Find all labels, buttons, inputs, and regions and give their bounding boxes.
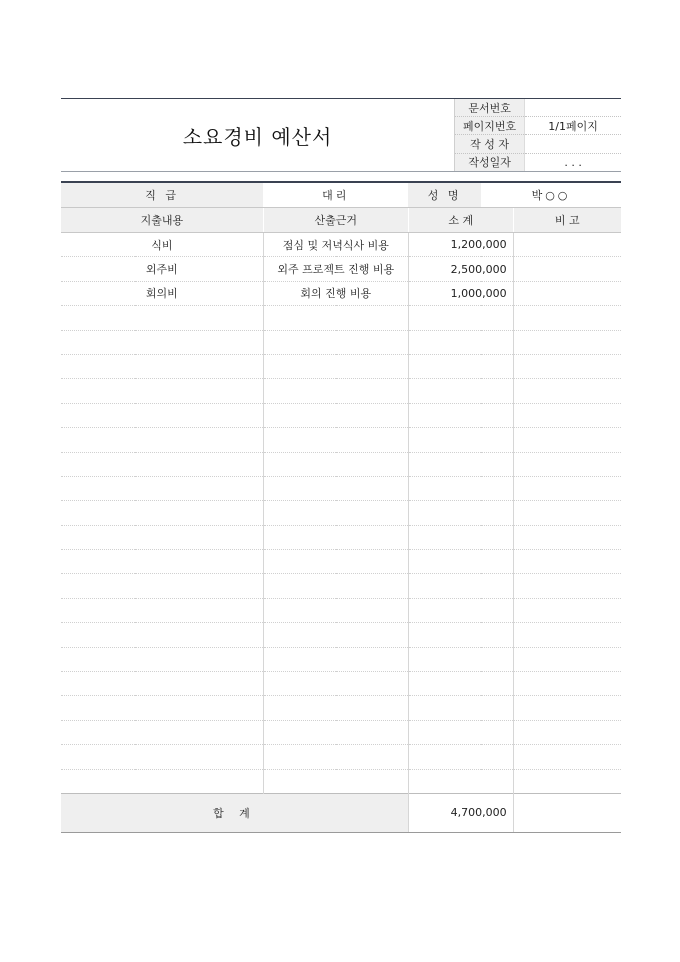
empty-cell (61, 598, 263, 622)
budget-table (61, 181, 621, 833)
remarks-cell (513, 257, 621, 281)
empty-cell (61, 403, 263, 427)
empty-cell (408, 623, 513, 647)
document-title: 소요경비 예산서 (182, 124, 333, 149)
empty-cell (408, 598, 513, 622)
empty-cell (263, 550, 408, 574)
empty-table-row (61, 330, 621, 354)
empty-cell (513, 696, 621, 720)
empty-cell (408, 306, 513, 330)
author-value (525, 135, 621, 153)
empty-table-row (61, 452, 621, 476)
empty-table-row (61, 598, 621, 622)
empty-table-row (61, 623, 621, 647)
empty-cell (263, 672, 408, 696)
empty-cell (263, 476, 408, 500)
empty-cell (61, 306, 263, 330)
calculation-basis-cell: 점심 및 저녁식사 비용 (263, 233, 408, 257)
empty-cell (61, 379, 263, 403)
info-row-author (455, 135, 622, 153)
table-header-row (61, 208, 621, 233)
empty-cell (263, 696, 408, 720)
header-remarks: 비 고 (513, 208, 621, 233)
empty-cell (61, 452, 263, 476)
empty-table-row (61, 476, 621, 500)
empty-cell (263, 623, 408, 647)
header-subtotal: 소 계 (408, 208, 513, 233)
empty-cell (513, 672, 621, 696)
empty-cell (61, 501, 263, 525)
empty-table-row (61, 501, 621, 525)
date-label: 작성일자 (455, 153, 525, 171)
empty-cell (408, 428, 513, 452)
empty-cell (263, 354, 408, 378)
empty-cell (61, 647, 263, 671)
info-row-doc-number (455, 99, 622, 117)
table-row (61, 257, 621, 281)
empty-cell (513, 623, 621, 647)
empty-cell (263, 574, 408, 598)
empty-cell (263, 745, 408, 769)
empty-table-row (61, 647, 621, 671)
expense-item-cell: 회의비 (61, 281, 263, 305)
empty-cell (408, 745, 513, 769)
empty-table-row (61, 428, 621, 452)
empty-cell (408, 452, 513, 476)
document-header (61, 98, 621, 172)
total-remarks-cell (513, 793, 621, 832)
empty-cell (61, 428, 263, 452)
empty-table-row (61, 574, 621, 598)
empty-cell (408, 720, 513, 744)
empty-cell (408, 696, 513, 720)
empty-cell (513, 403, 621, 427)
total-row (61, 793, 621, 832)
expense-item-cell: 식비 (61, 233, 263, 257)
empty-cell (408, 647, 513, 671)
empty-cell (513, 306, 621, 330)
empty-cell (263, 379, 408, 403)
empty-cell (513, 330, 621, 354)
empty-cell (513, 745, 621, 769)
empty-table-row (61, 720, 621, 744)
empty-table-row (61, 379, 621, 403)
empty-table-row (61, 745, 621, 769)
empty-cell (263, 403, 408, 427)
empty-table-row (61, 525, 621, 549)
table-row (61, 233, 621, 257)
empty-cell (513, 598, 621, 622)
empty-cell (61, 354, 263, 378)
expense-item-cell: 외주비 (61, 257, 263, 281)
header-expense-item: 지출내용 (61, 208, 263, 233)
empty-cell (408, 525, 513, 549)
empty-cell (61, 525, 263, 549)
empty-table-row (61, 672, 621, 696)
empty-cell (263, 306, 408, 330)
subtotal-cell: 1,200,000 (408, 233, 513, 257)
empty-cell (513, 550, 621, 574)
position-label: 직 급 (61, 182, 263, 208)
empty-cell (61, 769, 263, 793)
header-calculation-basis: 산출근거 (263, 208, 408, 233)
empty-cell (408, 501, 513, 525)
empty-cell (513, 574, 621, 598)
document-info-table (454, 99, 621, 171)
name-label: 성 명 (408, 182, 481, 208)
empty-cell (263, 769, 408, 793)
empty-cell (513, 452, 621, 476)
empty-cell (263, 452, 408, 476)
doc-number-label: 문서번호 (455, 99, 525, 117)
empty-cell (61, 476, 263, 500)
empty-cell (513, 428, 621, 452)
page-number-label: 페이지번호 (455, 117, 525, 135)
empty-table-row (61, 550, 621, 574)
empty-cell (408, 672, 513, 696)
empty-cell (408, 379, 513, 403)
info-row-date (455, 153, 622, 171)
empty-table-row (61, 696, 621, 720)
empty-cell (513, 720, 621, 744)
table-row (61, 281, 621, 305)
position-value: 대리 (263, 182, 408, 208)
empty-cell (408, 550, 513, 574)
empty-cell (61, 672, 263, 696)
total-label: 합 계 (61, 793, 408, 832)
empty-cell (263, 720, 408, 744)
empty-cell (61, 574, 263, 598)
empty-cell (263, 647, 408, 671)
subtotal-cell: 2,500,000 (408, 257, 513, 281)
empty-cell (513, 476, 621, 500)
empty-cell (263, 501, 408, 525)
remarks-cell (513, 281, 621, 305)
author-label: 작 성 자 (455, 135, 525, 153)
empty-cell (61, 550, 263, 574)
empty-cell (513, 379, 621, 403)
empty-cell (61, 696, 263, 720)
subtotal-cell: 1,000,000 (408, 281, 513, 305)
empty-cell (513, 525, 621, 549)
empty-cell (408, 330, 513, 354)
calculation-basis-cell: 외주 프로젝트 진행 비용 (263, 257, 408, 281)
empty-cell (263, 598, 408, 622)
empty-cell (263, 525, 408, 549)
page-number-value: 1/1페이지 (525, 117, 621, 135)
empty-cell (513, 501, 621, 525)
empty-cell (513, 354, 621, 378)
empty-cell (61, 745, 263, 769)
empty-table-row (61, 354, 621, 378)
empty-cell (61, 720, 263, 744)
info-row-page-number (455, 117, 622, 135)
calculation-basis-cell: 회의 진행 비용 (263, 281, 408, 305)
empty-table-row (61, 403, 621, 427)
remarks-cell (513, 233, 621, 257)
empty-table-row (61, 769, 621, 793)
empty-cell (408, 354, 513, 378)
empty-cell (513, 769, 621, 793)
empty-cell (263, 330, 408, 354)
date-value: . . . (525, 153, 621, 171)
employee-info-row (61, 182, 621, 208)
empty-cell (61, 330, 263, 354)
empty-cell (408, 574, 513, 598)
empty-cell (408, 476, 513, 500)
doc-number-value (525, 99, 621, 117)
name-value: 박○○ (481, 182, 621, 208)
empty-table-row (61, 306, 621, 330)
empty-cell (408, 403, 513, 427)
empty-cell (263, 428, 408, 452)
empty-cell (61, 623, 263, 647)
empty-cell (513, 647, 621, 671)
total-amount: 4,700,000 (408, 793, 513, 832)
empty-cell (408, 769, 513, 793)
